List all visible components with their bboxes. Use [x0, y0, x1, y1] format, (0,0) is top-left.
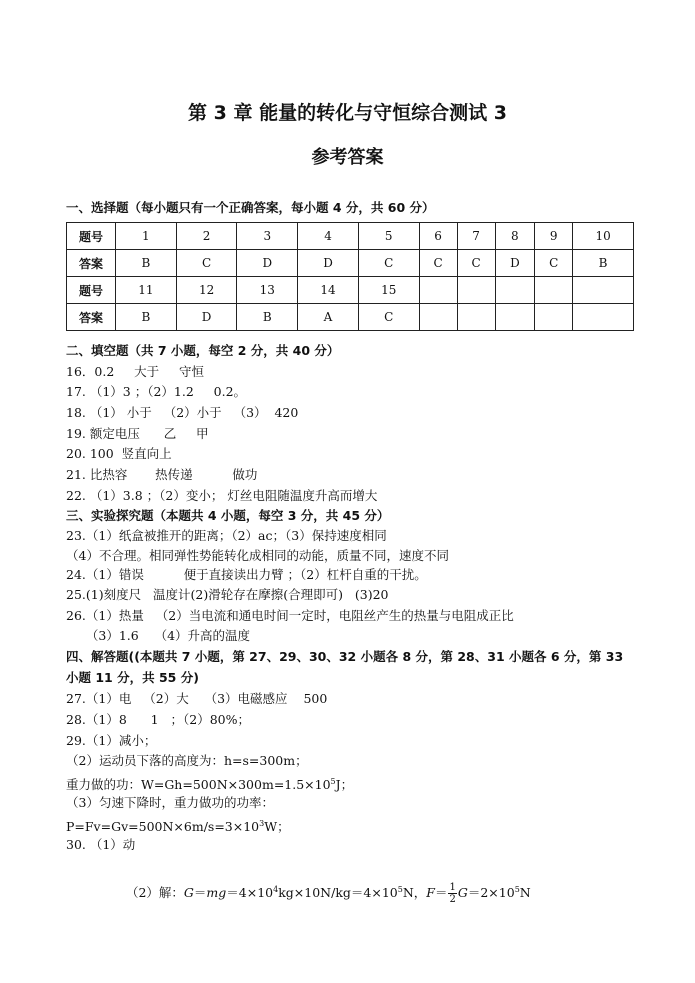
table-cell [419, 277, 457, 304]
table-row [67, 250, 634, 277]
answer-line: 16．0.2 大于 守恒 [66, 364, 205, 379]
table-row [67, 304, 634, 331]
answer-line: 重力做的功：$W=Gh=500N\times 300m=1.5\times 10^5J$； [66, 777, 354, 793]
answer-line: 29.（1）减小； [66, 733, 157, 748]
table-cell: C [535, 250, 573, 277]
table-cell: D [237, 250, 298, 277]
table-row [67, 223, 634, 250]
answer-line: 22. （1）3.8 ；（2）变小； 灯丝电阻随温度升高而增大 [66, 488, 378, 503]
table-cell: 12 [176, 277, 237, 304]
answer-line: 25.(1)刻度尺 温度计(2)滑轮存在摩擦(合理即可) (3)20 [66, 587, 389, 602]
answer-line: 24.（1）错误 便于直接读出力臂 ；（2）杠杆自重的干扰。 [66, 567, 427, 582]
table-cell [535, 304, 573, 331]
table-cell: 10 [573, 223, 634, 250]
table-row-header: 答案 [67, 250, 116, 277]
answer-line: $P=Fv=Gv=500N\times 6m/s=3\times 10^3W$； [66, 819, 290, 835]
answer-line: 23.（1）纸盒被推开的距离；（2）ac；（3）保持速度相同 [66, 528, 387, 543]
table-cell: C [358, 250, 419, 277]
table-cell: 8 [495, 223, 535, 250]
answer-line: 21. 比热容 热传递 做功 [66, 467, 258, 482]
answer-line: （3）1.6 （4）升高的温度 [66, 628, 251, 643]
answer-line: 20. 100 竖直向上 [66, 446, 172, 461]
document-title: 第 3 章 能量的转化与守恒综合测试 3 [188, 102, 507, 124]
table-cell: 1 [116, 223, 177, 250]
answer-line: （3）匀速下降时，重力做功的功率： [66, 795, 274, 810]
table-row-header: 题号 [67, 277, 116, 304]
table-row-header: 答案 [67, 304, 116, 331]
table-cell: 4 [298, 223, 359, 250]
table-cell: D [298, 250, 359, 277]
section2-heading: 二、填空题（共 7 小题，每空 2 分，共 40 分） [66, 343, 340, 358]
table-cell: 15 [358, 277, 419, 304]
table-cell: B [573, 250, 634, 277]
answer-line: 17. （1）3 ；（2）1.2 0.2。 [66, 384, 247, 399]
table-cell: 2 [176, 223, 237, 250]
section4-heading-cont: 小题 11 分，共 55 分) [66, 670, 199, 685]
table-cell: D [176, 304, 237, 331]
answer-line: 27.（1）电 （2）大 （3）电磁感应 500 [66, 691, 328, 706]
table-cell: 3 [237, 223, 298, 250]
table-cell: C [358, 304, 419, 331]
table-row-header: 题号 [67, 223, 116, 250]
table-cell: C [419, 250, 457, 277]
answer-line: 28.（1）8 1 ；（2）80%； [66, 712, 250, 727]
answer-line: （2）运动员下落的高度为：h=s=300m； [66, 753, 308, 768]
table-cell: 13 [237, 277, 298, 304]
table-cell: 7 [457, 223, 495, 250]
table-cell [419, 304, 457, 331]
fraction: $\frac{1}{2}$ [449, 882, 456, 906]
table-cell: A [298, 304, 359, 331]
table-cell: C [457, 250, 495, 277]
table-cell: D [495, 250, 535, 277]
table-cell [457, 304, 495, 331]
table-cell: 9 [535, 223, 573, 250]
table-cell [457, 277, 495, 304]
table-cell: 11 [116, 277, 177, 304]
table-cell: B [116, 250, 177, 277]
table-cell: B [116, 304, 177, 331]
table-cell: 5 [358, 223, 419, 250]
table-cell [495, 304, 535, 331]
table-cell: 14 [298, 277, 359, 304]
table-cell: 6 [419, 223, 457, 250]
answer-table [66, 222, 634, 331]
table-cell [495, 277, 535, 304]
answer-line: （4）不合理。相同弹性势能转化成相同的动能，质量不同，速度不同 [66, 548, 449, 563]
answer-line: 19. 额定电压 乙 甲 [66, 426, 209, 441]
table-cell [535, 277, 573, 304]
table-cell [573, 304, 634, 331]
table-row [67, 277, 634, 304]
section4-heading: 四、解答题((本题共 7 小题，第 27、29、30、32 小题各 8 分，第 28、31 小题各 6 分，第 33 [66, 649, 624, 664]
document-subtitle: 参考答案 [311, 147, 384, 168]
section3-heading: 三、实验探究题（本题共 4 小题，每空 3 分，共 45 分） [66, 508, 390, 523]
formula-line: （2）解：$G=mg=4\times 10^4kg\times 10N/kg=4\times 10^5N$，F＝ $\frac{1}{2}$ $G=2\times 10^5N$ [125, 882, 531, 906]
answer-line: 30. （1）动 [66, 837, 136, 852]
table-cell: B [237, 304, 298, 331]
table-cell [573, 277, 634, 304]
section1-heading: 一、选择题（每小题只有一个正确答案，每小题 4 分，共 60 分） [66, 200, 435, 215]
table-cell: C [176, 250, 237, 277]
answer-line: 26.（1）热量 （2）当电流和通电时间一定时，电阻丝产生的热量与电阻成正比 [66, 608, 514, 623]
answer-line: 18. （1） 小于 （2）小于 （3） 420 [66, 405, 299, 420]
